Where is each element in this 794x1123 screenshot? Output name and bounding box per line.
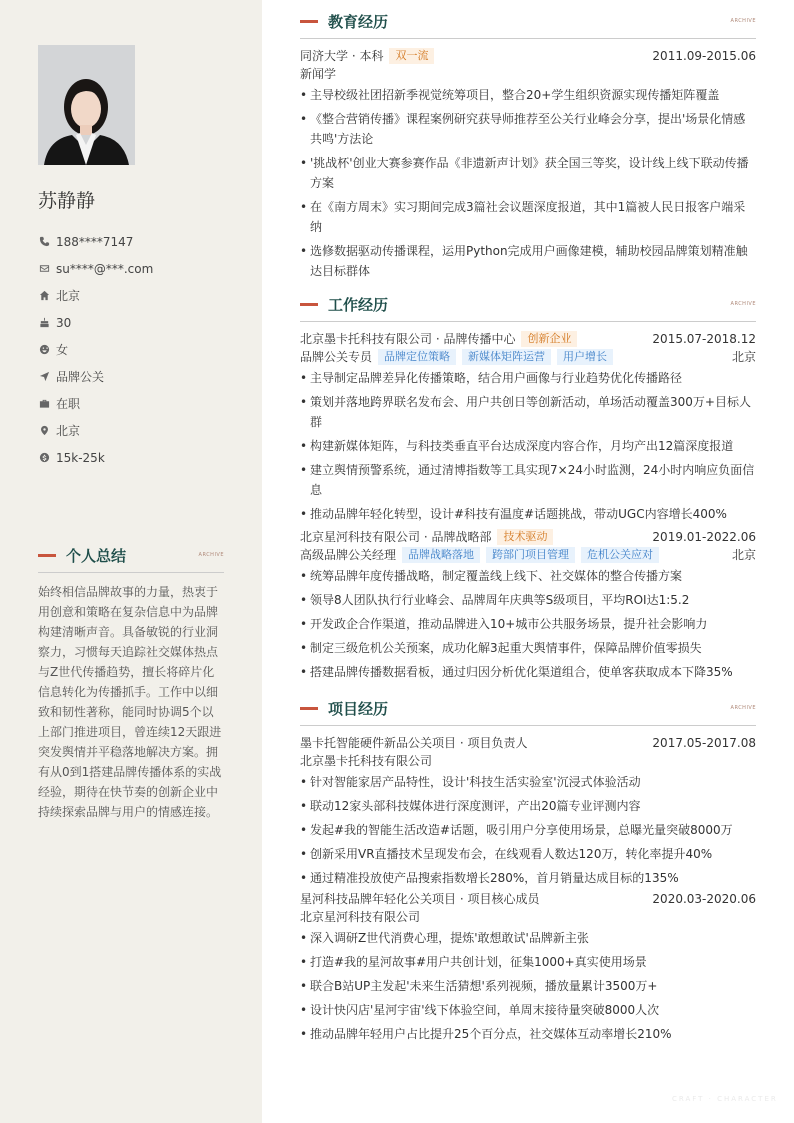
location-icon — [38, 425, 50, 437]
summary-title: 个人总结 — [66, 546, 127, 565]
job-head — [300, 330, 756, 348]
section-accent-bar — [300, 303, 318, 306]
phone-text: 188****7147 — [56, 234, 134, 249]
job-city: 北京 — [731, 350, 756, 364]
info-email — [38, 255, 153, 282]
job-role-line — [300, 546, 756, 564]
job-bullets — [300, 368, 756, 524]
list-item: • 开发政企合作渠道，推动品牌进入10+城市公共服务场景，提升社会影响力 — [300, 614, 756, 634]
age-text: 30 — [56, 315, 72, 330]
project-date: 2017.05-2017.08 — [652, 736, 756, 750]
summary-text: 始终相信品牌故事的力量，热衷于用创意和策略在复杂信息中为品牌构建清晰声音。具备敏锐的行业洞察力，习惯每天追踪社交媒体热点与Z世代传播趋势，擅长将碎片化信息转化为传播抓手。工作中以细致和韧性著称，能同时协调5个以上部门推进项目，曾连续12天跟进突发舆情并平稳落地解决方案。拥有从0到1搭建品牌传播体系的实战经验，期待在快节奏的创新企业中持续探索品牌与用户的情感连接。 — [38, 585, 222, 819]
projects-section — [300, 697, 756, 1044]
projects-title: 项目经历 — [328, 699, 389, 718]
position-text: 品牌公关 — [56, 370, 105, 384]
list-item: • '挑战杯'创业大赛参赛作品《非遗新声计划》获全国三等奖，设计线上线下联动传播方案 — [300, 153, 756, 193]
education-tag: ARCHIVE — [730, 18, 756, 24]
job-role: 品牌公关专员 — [300, 350, 373, 364]
briefcase-icon — [38, 398, 50, 410]
list-item: • 构建新媒体矩阵，与科技类垂直平台达成深度内容合作，月均产出12篇深度报道 — [300, 436, 756, 456]
education-date: 2011.09-2015.06 — [652, 49, 756, 63]
work-title: 工作经历 — [328, 295, 389, 314]
project-entry — [300, 734, 756, 888]
projects-header — [300, 697, 756, 719]
list-item: • 通过精准投放使产品搜索指数增长280%，首月销量达成目标的135% — [300, 868, 756, 888]
list-item: • 策划并落地跨界联名发布会、用户共创日等创新活动，单场活动覆盖300万+目标人群 — [300, 392, 756, 432]
skill-tag: 品牌定位策略 — [378, 349, 456, 365]
job-role-line — [300, 348, 756, 366]
phone-icon — [38, 236, 50, 248]
school-badge: 双一流 — [389, 48, 434, 64]
job-badge: 创新企业 — [521, 331, 577, 347]
info-phone — [38, 228, 153, 255]
profile-photo — [38, 45, 135, 165]
work-tag: ARCHIVE — [730, 301, 756, 307]
watermark: CRAFT · CHARACTER — [672, 1095, 778, 1103]
candidate-name: 苏静静 — [38, 190, 96, 212]
main-content — [300, 10, 756, 1044]
project-org: 北京墨卡托科技有限公司 — [300, 754, 433, 768]
list-item: • 领导8人团队执行行业峰会、品牌周年庆典等S级项目，平均ROI达1:5.2 — [300, 590, 756, 610]
education-section — [300, 10, 756, 293]
summary-header — [38, 544, 224, 566]
list-item: • 推动品牌年轻用户占比提升25个百分点，社交媒体互动率增长210% — [300, 1024, 756, 1044]
project-entry — [300, 890, 756, 1044]
list-item: • 主导制定品牌差异化传播策略，结合用户画像与行业趋势优化传播路径 — [300, 368, 756, 388]
cake-icon — [38, 317, 50, 329]
skill-tag: 用户增长 — [557, 349, 613, 365]
project-org: 北京星河科技有限公司 — [300, 910, 421, 924]
list-item: • 推动品牌年轻化转型，设计#科技有温度#话题挑战，带动UGC内容增长400% — [300, 504, 756, 524]
skill-tag: 跨部门项目管理 — [486, 547, 575, 563]
major: 新闻学 — [300, 67, 337, 81]
list-item: • 深入调研Z世代消费心理，提炼'敢想敢试'品牌新主张 — [300, 928, 756, 948]
job-date: 2015.07-2018.12 — [652, 332, 756, 346]
job-company: 北京星河科技有限公司 · 品牌战略部 — [300, 530, 492, 544]
info-salary — [38, 444, 153, 471]
project-name: 星河科技品牌年轻化公关项目 · 项目核心成员 — [300, 892, 540, 906]
list-item: • 选修数据驱动传播课程，运用Python完成用户画像建模，辅助校园品牌策划精准触达目标群体 — [300, 241, 756, 281]
job-entry — [300, 330, 756, 524]
work-section — [300, 293, 756, 697]
list-item: • 发起#我的智能生活改造#话题，吸引用户分享使用场景，总曝光量突破8000万 — [300, 820, 756, 840]
email-text: su****@***.com — [56, 261, 154, 276]
list-item: • 打造#我的星河故事#用户共创计划，征集1000+真实使用场景 — [300, 952, 756, 972]
projects-tag: ARCHIVE — [730, 705, 756, 711]
info-home — [38, 282, 153, 309]
list-item: • 搭建品牌传播数据看板，通过归因分析优化渠道组合，使单客获取成本下降35% — [300, 662, 756, 682]
section-accent-bar — [300, 20, 318, 23]
list-item: • 在《南方周末》实习期间完成3篇社会议题深度报道，其中1篇被人民日报客户端采纳 — [300, 197, 756, 237]
job-role: 高级品牌公关经理 — [300, 548, 397, 562]
list-item: • 联动12家头部科技媒体进行深度测评，产出20篇专业评测内容 — [300, 796, 756, 816]
education-entry-head — [300, 47, 756, 65]
job-bullets — [300, 566, 756, 682]
info-gender — [38, 336, 153, 363]
list-item: • 设计快闪店'星河宇宙'线下体验空间，单周末接待量突破8000人次 — [300, 1000, 756, 1020]
section-divider — [300, 38, 756, 39]
list-item: • 制定三级危机公关预案，成功化解3起重大舆情事件，保障品牌价值零损失 — [300, 638, 756, 658]
salary-icon — [38, 452, 50, 464]
home-text: 北京 — [56, 289, 81, 303]
list-item: • 针对智能家居产品特性，设计'科技生活实验室'沉浸式体验活动 — [300, 772, 756, 792]
list-item: • 主导校级社团招新季视觉统筹项目，整合20+学生组织资源实现传播矩阵覆盖 — [300, 85, 756, 105]
education-title: 教育经历 — [328, 12, 389, 31]
summary-tag: ARCHIVE — [198, 552, 224, 558]
home-icon — [38, 290, 50, 302]
job-badge: 技术驱动 — [497, 529, 553, 545]
section-accent-bar — [38, 554, 56, 557]
section-accent-bar — [300, 707, 318, 710]
info-status — [38, 390, 153, 417]
info-age — [38, 309, 153, 336]
salary-text: 15k-25k — [56, 450, 105, 465]
list-item: • 联合B站UP主发起'未来生活猜想'系列视频，播放量累计3500万+ — [300, 976, 756, 996]
skill-tag: 品牌战略落地 — [402, 547, 480, 563]
face-icon — [38, 344, 50, 356]
summary-section — [38, 544, 224, 822]
gender-text: 女 — [56, 343, 69, 357]
list-item: • 《整合营销传播》课程案例研究获导师推荐至公关行业峰会分享，提出'场景化情感共鸣'方法论 — [300, 109, 756, 149]
education-bullets — [300, 85, 756, 281]
project-bullets — [300, 928, 756, 1044]
skill-tag: 危机公关应对 — [581, 547, 659, 563]
list-item: • 建立舆情预警系统，通过清博指数等工具实现7×24小时监测，24小时内响应负面信息 — [300, 460, 756, 500]
job-head — [300, 528, 756, 546]
project-head — [300, 890, 756, 908]
sidebar — [0, 0, 262, 1123]
section-divider — [38, 572, 224, 573]
project-head — [300, 734, 756, 752]
section-divider — [300, 725, 756, 726]
skill-tag: 新媒体矩阵运营 — [462, 349, 551, 365]
education-header — [300, 10, 756, 32]
list-item: • 创新采用VR直播技术呈现发布会，在线观看人数达120万，转化率提升40% — [300, 844, 756, 864]
section-divider — [300, 321, 756, 322]
email-icon — [38, 263, 50, 275]
job-company: 北京墨卡托科技有限公司 · 品牌传播中心 — [300, 332, 516, 346]
info-location — [38, 417, 153, 444]
send-icon — [38, 371, 50, 383]
school-name: 同济大学 · 本科 — [300, 49, 384, 63]
job-city: 北京 — [731, 548, 756, 562]
job-date: 2019.01-2022.06 — [652, 530, 756, 544]
info-position — [38, 363, 153, 390]
location-text: 北京 — [56, 424, 81, 438]
status-text: 在职 — [56, 397, 81, 411]
job-entry — [300, 528, 756, 682]
work-header — [300, 293, 756, 315]
project-bullets — [300, 772, 756, 888]
list-item: • 统筹品牌年度传播战略，制定覆盖线上线下、社交媒体的整合传播方案 — [300, 566, 756, 586]
project-name: 墨卡托智能硬件新品公关项目 · 项目负责人 — [300, 736, 528, 750]
contact-info-list — [38, 228, 153, 471]
project-date: 2020.03-2020.06 — [652, 892, 756, 906]
